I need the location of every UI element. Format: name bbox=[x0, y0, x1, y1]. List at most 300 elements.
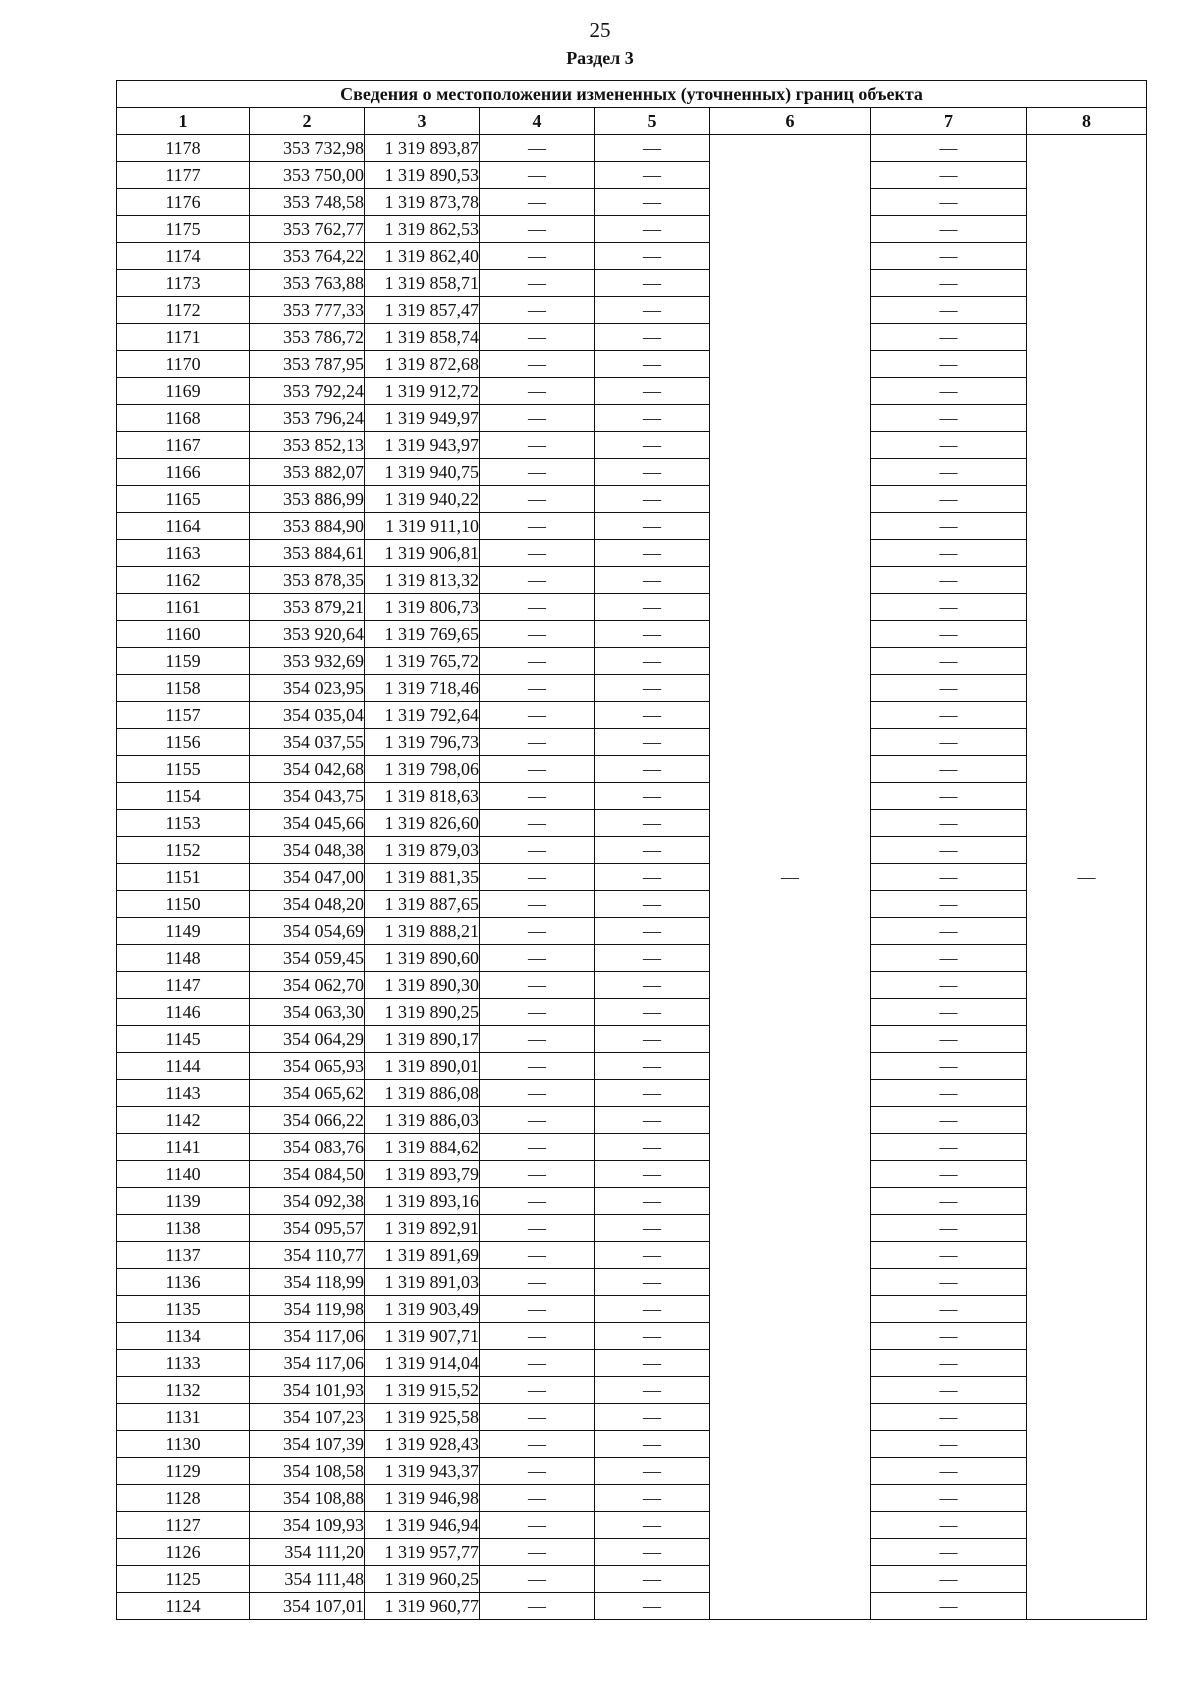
col7-cell: — bbox=[871, 891, 1027, 918]
col4-cell: — bbox=[480, 999, 595, 1026]
y-coordinate-cell: 1 319 879,03 bbox=[365, 837, 480, 864]
table-row bbox=[117, 1161, 1147, 1188]
x-coordinate-cell: 353 886,99 bbox=[250, 486, 365, 513]
y-coordinate-cell: 1 319 884,62 bbox=[365, 1134, 480, 1161]
point-number-cell: 1127 bbox=[117, 1512, 250, 1539]
x-coordinate-cell: 354 107,01 bbox=[250, 1593, 365, 1620]
col7-cell: — bbox=[871, 1377, 1027, 1404]
col5-cell: — bbox=[595, 324, 710, 351]
point-number-cell: 1172 bbox=[117, 297, 250, 324]
y-coordinate-cell: 1 319 911,10 bbox=[365, 513, 480, 540]
y-coordinate-cell: 1 319 960,25 bbox=[365, 1566, 480, 1593]
col4-cell: — bbox=[480, 621, 595, 648]
point-number-cell: 1155 bbox=[117, 756, 250, 783]
point-number-cell: 1137 bbox=[117, 1242, 250, 1269]
table-row bbox=[117, 1323, 1147, 1350]
x-coordinate-cell: 353 792,24 bbox=[250, 378, 365, 405]
y-coordinate-cell: 1 319 940,22 bbox=[365, 486, 480, 513]
col5-cell: — bbox=[595, 1053, 710, 1080]
point-number-cell: 1154 bbox=[117, 783, 250, 810]
col5-cell: — bbox=[595, 918, 710, 945]
col5-cell: — bbox=[595, 648, 710, 675]
table-row bbox=[117, 864, 1147, 891]
x-coordinate-cell: 353 882,07 bbox=[250, 459, 365, 486]
table-row bbox=[117, 378, 1147, 405]
x-coordinate-cell: 354 084,50 bbox=[250, 1161, 365, 1188]
col4-cell: — bbox=[480, 783, 595, 810]
point-number-cell: 1136 bbox=[117, 1269, 250, 1296]
col5-cell: — bbox=[595, 891, 710, 918]
y-coordinate-cell: 1 319 893,87 bbox=[365, 135, 480, 162]
point-number-cell: 1177 bbox=[117, 162, 250, 189]
table-row bbox=[117, 486, 1147, 513]
y-coordinate-cell: 1 319 914,04 bbox=[365, 1350, 480, 1377]
x-coordinate-cell: 354 117,06 bbox=[250, 1350, 365, 1377]
col7-cell: — bbox=[871, 135, 1027, 162]
col5-cell: — bbox=[595, 405, 710, 432]
y-coordinate-cell: 1 319 960,77 bbox=[365, 1593, 480, 1620]
col4-cell: — bbox=[480, 837, 595, 864]
col5-cell: — bbox=[595, 432, 710, 459]
x-coordinate-cell: 354 083,76 bbox=[250, 1134, 365, 1161]
col7-cell: — bbox=[871, 972, 1027, 999]
point-number-cell: 1143 bbox=[117, 1080, 250, 1107]
x-coordinate-cell: 353 762,77 bbox=[250, 216, 365, 243]
y-coordinate-cell: 1 319 890,17 bbox=[365, 1026, 480, 1053]
table-row bbox=[117, 189, 1147, 216]
x-coordinate-cell: 353 932,69 bbox=[250, 648, 365, 675]
col7-cell: — bbox=[871, 648, 1027, 675]
col7-cell: — bbox=[871, 1431, 1027, 1458]
col4-cell: — bbox=[480, 1431, 595, 1458]
table-row bbox=[117, 1404, 1147, 1431]
table-row bbox=[117, 1566, 1147, 1593]
y-coordinate-cell: 1 319 858,74 bbox=[365, 324, 480, 351]
col4-cell: — bbox=[480, 891, 595, 918]
col7-cell: — bbox=[871, 1296, 1027, 1323]
col4-cell: — bbox=[480, 675, 595, 702]
col7-cell: — bbox=[871, 540, 1027, 567]
x-coordinate-cell: 353 748,58 bbox=[250, 189, 365, 216]
column-header: 3 bbox=[365, 108, 480, 135]
point-number-cell: 1174 bbox=[117, 243, 250, 270]
column-header: 7 bbox=[871, 108, 1027, 135]
y-coordinate-cell: 1 319 946,98 bbox=[365, 1485, 480, 1512]
col5-cell: — bbox=[595, 378, 710, 405]
col5-cell: — bbox=[595, 1269, 710, 1296]
col7-cell: — bbox=[871, 1269, 1027, 1296]
x-coordinate-cell: 353 920,64 bbox=[250, 621, 365, 648]
x-coordinate-cell: 353 777,33 bbox=[250, 297, 365, 324]
page-number: 25 bbox=[589, 18, 611, 42]
col5-cell: — bbox=[595, 1107, 710, 1134]
table-row bbox=[117, 513, 1147, 540]
table-row bbox=[117, 675, 1147, 702]
x-coordinate-cell: 354 107,23 bbox=[250, 1404, 365, 1431]
col4-cell: — bbox=[480, 351, 595, 378]
col5-cell: — bbox=[595, 567, 710, 594]
point-number-cell: 1173 bbox=[117, 270, 250, 297]
col4-cell: — bbox=[480, 648, 595, 675]
col7-cell: — bbox=[871, 837, 1027, 864]
y-coordinate-cell: 1 319 862,40 bbox=[365, 243, 480, 270]
x-coordinate-cell: 354 108,58 bbox=[250, 1458, 365, 1485]
y-coordinate-cell: 1 319 943,97 bbox=[365, 432, 480, 459]
col4-cell: — bbox=[480, 432, 595, 459]
point-number-cell: 1152 bbox=[117, 837, 250, 864]
col7-cell: — bbox=[871, 621, 1027, 648]
x-coordinate-cell: 354 065,62 bbox=[250, 1080, 365, 1107]
y-coordinate-cell: 1 319 857,47 bbox=[365, 297, 480, 324]
col5-cell: — bbox=[595, 621, 710, 648]
y-coordinate-cell: 1 319 890,25 bbox=[365, 999, 480, 1026]
point-number-cell: 1171 bbox=[117, 324, 250, 351]
point-number-cell: 1168 bbox=[117, 405, 250, 432]
col5-cell: — bbox=[595, 1134, 710, 1161]
y-coordinate-cell: 1 319 718,46 bbox=[365, 675, 480, 702]
point-number-cell: 1167 bbox=[117, 432, 250, 459]
table-row bbox=[117, 1431, 1147, 1458]
col7-cell: — bbox=[871, 1215, 1027, 1242]
col5-cell: — bbox=[595, 1539, 710, 1566]
col5-cell: — bbox=[595, 189, 710, 216]
column-header: 8 bbox=[1027, 108, 1147, 135]
col7-cell: — bbox=[871, 1107, 1027, 1134]
x-coordinate-cell: 353 750,00 bbox=[250, 162, 365, 189]
col5-cell: — bbox=[595, 1188, 710, 1215]
table-row bbox=[117, 1458, 1147, 1485]
col4-cell: — bbox=[480, 702, 595, 729]
x-coordinate-cell: 353 884,61 bbox=[250, 540, 365, 567]
point-number-cell: 1138 bbox=[117, 1215, 250, 1242]
table-row bbox=[117, 540, 1147, 567]
section-title: Раздел 3 bbox=[566, 48, 634, 68]
col4-cell: — bbox=[480, 1350, 595, 1377]
y-coordinate-cell: 1 319 891,03 bbox=[365, 1269, 480, 1296]
point-number-cell: 1165 bbox=[117, 486, 250, 513]
y-coordinate-cell: 1 319 907,71 bbox=[365, 1323, 480, 1350]
col4-cell: — bbox=[480, 1593, 595, 1620]
col5-cell: — bbox=[595, 837, 710, 864]
y-coordinate-cell: 1 319 858,71 bbox=[365, 270, 480, 297]
col7-cell: — bbox=[871, 1512, 1027, 1539]
col4-cell: — bbox=[480, 810, 595, 837]
col7-cell: — bbox=[871, 1080, 1027, 1107]
col7-cell: — bbox=[871, 432, 1027, 459]
col5-cell: — bbox=[595, 1242, 710, 1269]
point-number-cell: 1169 bbox=[117, 378, 250, 405]
col4-cell: — bbox=[480, 135, 595, 162]
x-coordinate-cell: 353 884,90 bbox=[250, 513, 365, 540]
y-coordinate-cell: 1 319 862,53 bbox=[365, 216, 480, 243]
y-coordinate-cell: 1 319 826,60 bbox=[365, 810, 480, 837]
col4-cell: — bbox=[480, 1107, 595, 1134]
table-row bbox=[117, 729, 1147, 756]
col5-cell: — bbox=[595, 1323, 710, 1350]
col7-cell: — bbox=[871, 1350, 1027, 1377]
point-number-cell: 1129 bbox=[117, 1458, 250, 1485]
point-number-cell: 1130 bbox=[117, 1431, 250, 1458]
x-coordinate-cell: 354 063,30 bbox=[250, 999, 365, 1026]
col7-cell: — bbox=[871, 351, 1027, 378]
table-row bbox=[117, 1188, 1147, 1215]
col7-cell: — bbox=[871, 405, 1027, 432]
col5-cell: — bbox=[595, 1215, 710, 1242]
col4-cell: — bbox=[480, 459, 595, 486]
table-row bbox=[117, 1512, 1147, 1539]
col7-cell: — bbox=[871, 1458, 1027, 1485]
point-number-cell: 1133 bbox=[117, 1350, 250, 1377]
table-row bbox=[117, 702, 1147, 729]
x-coordinate-cell: 353 787,95 bbox=[250, 351, 365, 378]
point-number-cell: 1175 bbox=[117, 216, 250, 243]
col4-cell: — bbox=[480, 594, 595, 621]
point-number-cell: 1134 bbox=[117, 1323, 250, 1350]
col7-cell: — bbox=[871, 1404, 1027, 1431]
col4-cell: — bbox=[480, 1134, 595, 1161]
column-header: 2 bbox=[250, 108, 365, 135]
col7-cell: — bbox=[871, 243, 1027, 270]
col4-cell: — bbox=[480, 486, 595, 513]
col4-cell: — bbox=[480, 1296, 595, 1323]
col4-cell: — bbox=[480, 297, 595, 324]
point-number-cell: 1145 bbox=[117, 1026, 250, 1053]
y-coordinate-cell: 1 319 940,75 bbox=[365, 459, 480, 486]
col5-cell: — bbox=[595, 702, 710, 729]
y-coordinate-cell: 1 319 887,65 bbox=[365, 891, 480, 918]
col7-cell: — bbox=[871, 702, 1027, 729]
x-coordinate-cell: 353 786,72 bbox=[250, 324, 365, 351]
col7-cell: — bbox=[871, 1242, 1027, 1269]
point-number-cell: 1124 bbox=[117, 1593, 250, 1620]
col5-cell: — bbox=[595, 297, 710, 324]
x-coordinate-cell: 354 035,04 bbox=[250, 702, 365, 729]
x-coordinate-cell: 353 763,88 bbox=[250, 270, 365, 297]
table-row bbox=[117, 621, 1147, 648]
point-number-cell: 1149 bbox=[117, 918, 250, 945]
x-coordinate-cell: 354 117,06 bbox=[250, 1323, 365, 1350]
col4-cell: — bbox=[480, 1053, 595, 1080]
y-coordinate-cell: 1 319 769,65 bbox=[365, 621, 480, 648]
table-row bbox=[117, 783, 1147, 810]
col4-cell: — bbox=[480, 1161, 595, 1188]
table-row bbox=[117, 810, 1147, 837]
point-number-cell: 1132 bbox=[117, 1377, 250, 1404]
col4-cell: — bbox=[480, 945, 595, 972]
y-coordinate-cell: 1 319 765,72 bbox=[365, 648, 480, 675]
col7-cell: — bbox=[871, 378, 1027, 405]
x-coordinate-cell: 354 045,66 bbox=[250, 810, 365, 837]
y-coordinate-cell: 1 319 912,72 bbox=[365, 378, 480, 405]
table-row bbox=[117, 1107, 1147, 1134]
x-coordinate-cell: 354 059,45 bbox=[250, 945, 365, 972]
column-header: 6 bbox=[710, 108, 871, 135]
col7-cell: — bbox=[871, 1593, 1027, 1620]
x-coordinate-cell: 353 852,13 bbox=[250, 432, 365, 459]
x-coordinate-cell: 353 732,98 bbox=[250, 135, 365, 162]
x-coordinate-cell: 354 064,29 bbox=[250, 1026, 365, 1053]
col4-cell: — bbox=[480, 162, 595, 189]
point-number-cell: 1164 bbox=[117, 513, 250, 540]
col7-cell: — bbox=[871, 486, 1027, 513]
table-row bbox=[117, 972, 1147, 999]
table-row bbox=[117, 459, 1147, 486]
col5-cell: — bbox=[595, 513, 710, 540]
col5-cell: — bbox=[595, 162, 710, 189]
col5-cell: — bbox=[595, 1485, 710, 1512]
col4-cell: — bbox=[480, 1080, 595, 1107]
col5-cell: — bbox=[595, 459, 710, 486]
column-header: 5 bbox=[595, 108, 710, 135]
col7-cell: — bbox=[871, 918, 1027, 945]
y-coordinate-cell: 1 319 943,37 bbox=[365, 1458, 480, 1485]
col6-merged-cell: — bbox=[710, 135, 871, 1620]
col4-cell: — bbox=[480, 972, 595, 999]
col5-cell: — bbox=[595, 999, 710, 1026]
y-coordinate-cell: 1 319 946,94 bbox=[365, 1512, 480, 1539]
col4-cell: — bbox=[480, 405, 595, 432]
point-number-cell: 1157 bbox=[117, 702, 250, 729]
x-coordinate-cell: 353 878,35 bbox=[250, 567, 365, 594]
point-number-cell: 1125 bbox=[117, 1566, 250, 1593]
y-coordinate-cell: 1 319 957,77 bbox=[365, 1539, 480, 1566]
table-row bbox=[117, 297, 1147, 324]
y-coordinate-cell: 1 319 813,32 bbox=[365, 567, 480, 594]
x-coordinate-cell: 354 101,93 bbox=[250, 1377, 365, 1404]
point-number-cell: 1144 bbox=[117, 1053, 250, 1080]
point-number-cell: 1159 bbox=[117, 648, 250, 675]
x-coordinate-cell: 354 042,68 bbox=[250, 756, 365, 783]
col7-cell: — bbox=[871, 783, 1027, 810]
point-number-cell: 1150 bbox=[117, 891, 250, 918]
col5-cell: — bbox=[595, 783, 710, 810]
table-row bbox=[117, 162, 1147, 189]
x-coordinate-cell: 354 110,77 bbox=[250, 1242, 365, 1269]
col7-cell: — bbox=[871, 1485, 1027, 1512]
col4-cell: — bbox=[480, 1269, 595, 1296]
point-number-cell: 1142 bbox=[117, 1107, 250, 1134]
y-coordinate-cell: 1 319 890,01 bbox=[365, 1053, 480, 1080]
y-coordinate-cell: 1 319 890,60 bbox=[365, 945, 480, 972]
x-coordinate-cell: 354 037,55 bbox=[250, 729, 365, 756]
x-coordinate-cell: 354 023,95 bbox=[250, 675, 365, 702]
table-row bbox=[117, 1026, 1147, 1053]
col4-cell: — bbox=[480, 756, 595, 783]
table-row bbox=[117, 324, 1147, 351]
table-row bbox=[117, 1269, 1147, 1296]
point-number-cell: 1178 bbox=[117, 135, 250, 162]
col4-cell: — bbox=[480, 729, 595, 756]
table-row bbox=[117, 432, 1147, 459]
col7-cell: — bbox=[871, 1134, 1027, 1161]
point-number-cell: 1126 bbox=[117, 1539, 250, 1566]
table-row bbox=[117, 351, 1147, 378]
table-row bbox=[117, 567, 1147, 594]
y-coordinate-cell: 1 319 798,06 bbox=[365, 756, 480, 783]
col5-cell: — bbox=[595, 1593, 710, 1620]
table-row bbox=[117, 1593, 1147, 1620]
y-coordinate-cell: 1 319 891,69 bbox=[365, 1242, 480, 1269]
col7-cell: — bbox=[871, 1053, 1027, 1080]
table-row bbox=[117, 405, 1147, 432]
table-row bbox=[117, 1539, 1147, 1566]
col4-cell: — bbox=[480, 1404, 595, 1431]
y-coordinate-cell: 1 319 890,30 bbox=[365, 972, 480, 999]
y-coordinate-cell: 1 319 928,43 bbox=[365, 1431, 480, 1458]
point-number-cell: 1158 bbox=[117, 675, 250, 702]
y-coordinate-cell: 1 319 881,35 bbox=[365, 864, 480, 891]
point-number-cell: 1128 bbox=[117, 1485, 250, 1512]
x-coordinate-cell: 354 048,38 bbox=[250, 837, 365, 864]
x-coordinate-cell: 354 092,38 bbox=[250, 1188, 365, 1215]
col5-cell: — bbox=[595, 864, 710, 891]
point-number-cell: 1156 bbox=[117, 729, 250, 756]
table-caption: Сведения о местоположении измененных (уточненных) границ объекта bbox=[117, 81, 1147, 108]
point-number-cell: 1166 bbox=[117, 459, 250, 486]
y-coordinate-cell: 1 319 888,21 bbox=[365, 918, 480, 945]
col4-cell: — bbox=[480, 540, 595, 567]
col4-cell: — bbox=[480, 1458, 595, 1485]
col4-cell: — bbox=[480, 1512, 595, 1539]
col7-cell: — bbox=[871, 567, 1027, 594]
col7-cell: — bbox=[871, 864, 1027, 891]
table-row bbox=[117, 945, 1147, 972]
col5-cell: — bbox=[595, 243, 710, 270]
col4-cell: — bbox=[480, 864, 595, 891]
y-coordinate-cell: 1 319 925,58 bbox=[365, 1404, 480, 1431]
x-coordinate-cell: 354 066,22 bbox=[250, 1107, 365, 1134]
y-coordinate-cell: 1 319 806,73 bbox=[365, 594, 480, 621]
table-row bbox=[117, 999, 1147, 1026]
col7-cell: — bbox=[871, 1566, 1027, 1593]
col7-cell: — bbox=[871, 216, 1027, 243]
table-row bbox=[117, 756, 1147, 783]
table-row bbox=[117, 1215, 1147, 1242]
x-coordinate-cell: 353 796,24 bbox=[250, 405, 365, 432]
y-coordinate-cell: 1 319 906,81 bbox=[365, 540, 480, 567]
col7-cell: — bbox=[871, 513, 1027, 540]
table-row bbox=[117, 1134, 1147, 1161]
x-coordinate-cell: 353 879,21 bbox=[250, 594, 365, 621]
x-coordinate-cell: 354 111,20 bbox=[250, 1539, 365, 1566]
col5-cell: — bbox=[595, 972, 710, 999]
col4-cell: — bbox=[480, 378, 595, 405]
col5-cell: — bbox=[595, 594, 710, 621]
point-number-cell: 1153 bbox=[117, 810, 250, 837]
x-coordinate-cell: 354 108,88 bbox=[250, 1485, 365, 1512]
x-coordinate-cell: 354 054,69 bbox=[250, 918, 365, 945]
col7-cell: — bbox=[871, 459, 1027, 486]
col4-cell: — bbox=[480, 243, 595, 270]
table-row bbox=[117, 1242, 1147, 1269]
col4-cell: — bbox=[480, 216, 595, 243]
point-number-cell: 1141 bbox=[117, 1134, 250, 1161]
column-header-row bbox=[117, 108, 1147, 135]
y-coordinate-cell: 1 319 886,03 bbox=[365, 1107, 480, 1134]
col7-cell: — bbox=[871, 675, 1027, 702]
x-coordinate-cell: 354 048,20 bbox=[250, 891, 365, 918]
col7-cell: — bbox=[871, 945, 1027, 972]
point-number-cell: 1162 bbox=[117, 567, 250, 594]
col7-cell: — bbox=[871, 594, 1027, 621]
col5-cell: — bbox=[595, 756, 710, 783]
table-row bbox=[117, 1053, 1147, 1080]
col5-cell: — bbox=[595, 675, 710, 702]
y-coordinate-cell: 1 319 949,97 bbox=[365, 405, 480, 432]
col5-cell: — bbox=[595, 216, 710, 243]
col4-cell: — bbox=[480, 1566, 595, 1593]
col5-cell: — bbox=[595, 1404, 710, 1431]
